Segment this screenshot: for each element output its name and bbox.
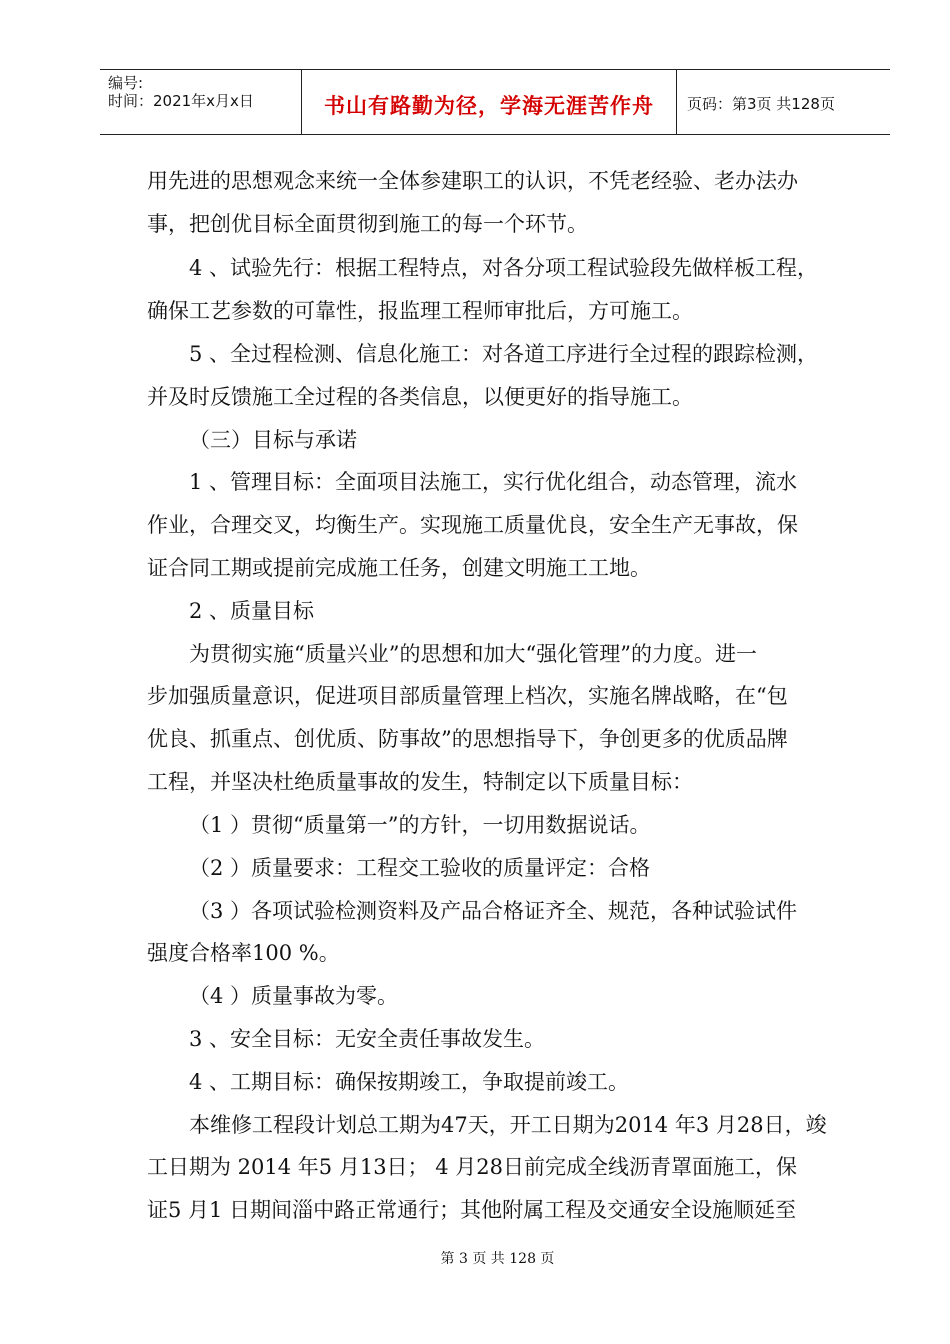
page-label: 页码：第3页 共128页 (687, 95, 835, 113)
text-line: 并及时反馈施工全过程的各类信息，以便更好的指导施工。 (147, 385, 693, 409)
page-footer: 第 3 页 共 128 页 (440, 1251, 555, 1267)
text-line: 证5 月1 日期间淄中路正常通行；其他附属工程及交通安全设施顺延至 (147, 1198, 797, 1222)
text-line: （4 ）质量事故为零。 (189, 984, 399, 1008)
time-label: 时间：2021年x月x日 (108, 92, 254, 110)
text-line: （3 ）各项试验检测资料及产品合格证齐全、规范，各种试验试件 (189, 899, 798, 923)
header-table (100, 69, 890, 135)
code-label: 编号: (108, 74, 144, 92)
text-line: 用先进的思想观念来统一全体参建职工的认识，不凭老经验、老办法办 (147, 169, 798, 193)
text-line: （1 ）贯彻“质量第一”的方针，一切用数据说话。 (189, 813, 651, 837)
text-line: 确保工艺参数的可靠性，报监理工程师审批后，方可施工。 (147, 299, 693, 323)
text-line: 证合同工期或提前完成施工任务，创建文明施工工地。 (147, 556, 651, 580)
header-left-cell (100, 70, 301, 134)
text-line: （2 ）质量要求：工程交工验收的质量评定：合格 (189, 856, 651, 880)
text-line: 优良、抓重点、创优质、防事故”的思想指导下，争创更多的优质品牌 (147, 727, 788, 751)
text-line: 4 、试验先行：根据工程特点，对各分项工程试验段先做样板工程， (189, 256, 819, 280)
text-line: 强度合格率100 %。 (147, 941, 340, 965)
text-line: 事，把创优目标全面贯彻到施工的每一个环节。 (147, 212, 588, 236)
text-line: 步加强质量意识，促进项目部质量管理上档次，实施名牌战略，在“包 (147, 684, 788, 708)
section-heading: （三）目标与承诺 (189, 428, 357, 452)
text-line: 工程，并坚决杜绝质量事故的发生，特制定以下质量目标： (147, 770, 693, 794)
text-line: 2 、质量目标 (189, 599, 315, 623)
header-motto: 书山有路勤为径，学海无涯苦作舟 (324, 94, 654, 118)
text-line: 3 、安全目标：无安全责任事故发生。 (189, 1027, 546, 1051)
text-line: 为贯彻实施“质量兴业”的思想和加大“强化管理”的力度。进一 (189, 642, 757, 666)
text-line: 1 、管理目标：全面项目法施工，实行优化组合，动态管理，流水 (189, 470, 798, 494)
text-line: 4 、工期目标：确保按期竣工，争取提前竣工。 (189, 1070, 630, 1094)
text-line: 5 、全过程检测、信息化施工：对各道工序进行全过程的跟踪检测， (189, 342, 819, 366)
text-line: 工日期为 2014 年5 月13日； 4 月28日前完成全线沥青罩面施工，保 (147, 1155, 797, 1179)
header-right-cell (677, 70, 890, 134)
text-line: 作业，合理交叉，均衡生产。实现施工质量优良，安全生产无事故，保 (147, 513, 798, 537)
header-center-cell (301, 70, 677, 134)
text-line: 本维修工程段计划总工期为47天，开工日期为2014 年3 月28日，竣 (189, 1113, 827, 1137)
